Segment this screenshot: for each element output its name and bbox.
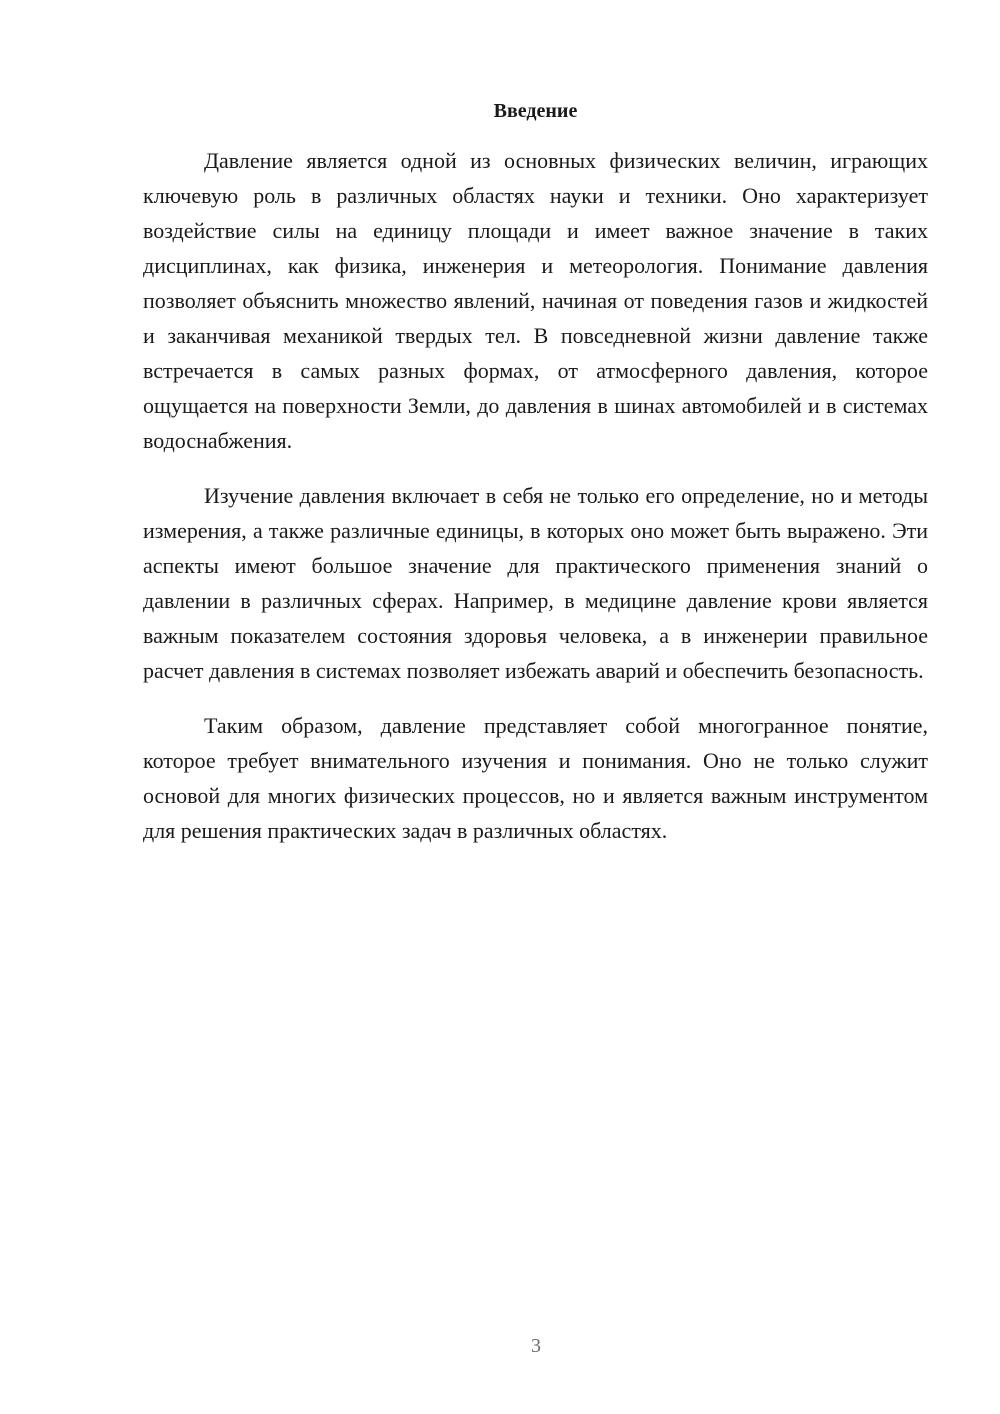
paragraph-1: Давление является одной из основных физических величин, играющих ключевую роль в различных областях науки и техники. Оно характеризует воздействие силы на единицу площади и имеет важное значение в таких дисциплинах, как физика, инженерия и метеорология. Понимание давления позволяет объяснить множество явлений, начиная от поведения газов и жидкостей и заканчивая механикой твердых тел. В повседневной жизни давление также встречается в самых разных формах, от атмосферного давления, которое ощущается на поверхности Земли, до давления в шинах автомобилей и в системах водоснабжения. xyxy=(143,148,928,453)
section-heading: Введение xyxy=(493,100,578,122)
paragraph-3: Таким образом, давление представляет собой многогранное понятие, которое требует внимательного изучения и понимания. Оно не только служит основой для многих физических процессов, но и является важным инструментом для решения практических задач в различных областях. xyxy=(143,713,928,843)
page-content xyxy=(143,97,928,868)
page-number: 3 xyxy=(531,1335,541,1357)
paragraph-2: Изучение давления включает в себя не только его определение, но и методы измерения, а также различные единицы, в которых оно может быть выражено. Эти аспекты имеют большое значение для практического применения знаний о давлении в различных сферах. Например, в медицине давление крови является важным показателем состояния здоровья человека, а в инженерии правильное расчет давления в системах позволяет избежать аварий и обеспечить безопасность. xyxy=(143,483,928,683)
